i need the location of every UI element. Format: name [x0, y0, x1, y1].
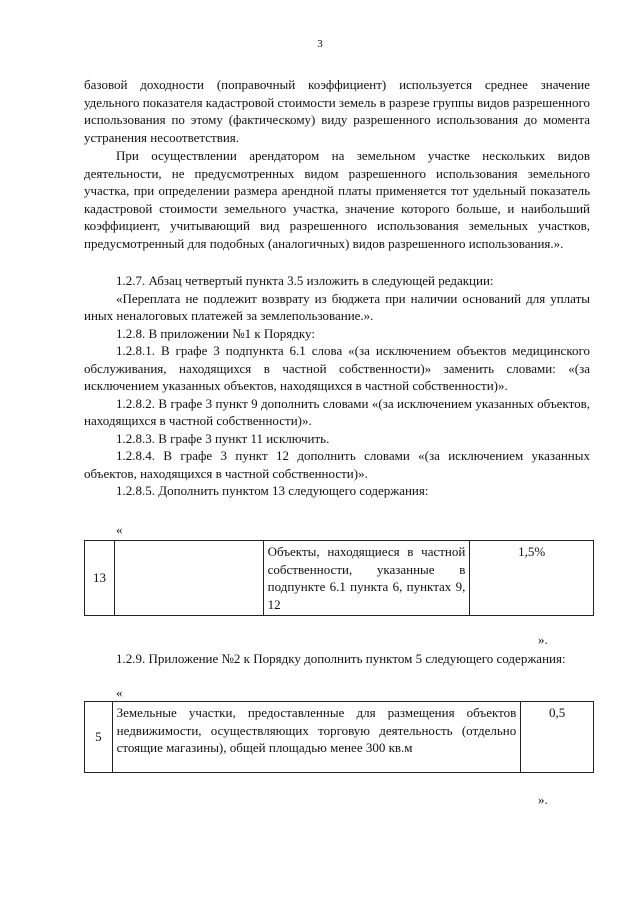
close-quote: ».	[538, 632, 548, 647]
paragraph-block	[84, 272, 590, 500]
row-number: 5	[85, 702, 113, 773]
open-quote: «	[116, 685, 123, 700]
row-description: Объекты, находящиеся в частной собственности, указанные в подпункте 6.1 пункта 6, пунктах 9, 12	[263, 541, 470, 616]
open-quote: «	[116, 522, 123, 537]
paragraph: 1.2.7. Абзац четвертый пункта 3.5 изложить в следующей редакции:	[116, 273, 494, 288]
paragraph: При осуществлении арендатором на земельном участке нескольких видов деятельности, не предусмотренных видом разрешенного использования земельного участка, при определении размера арендной платы применяется тот удельный показатель кадастровой стоимости земельного участка, значение которого больше, и наибольший коэффициент, учитывающий вид разрешенного использования земельных участков, предусмотренный для подобных (аналогичных) видов разрешенного использования.».	[84, 148, 590, 251]
row-empty-cell	[115, 541, 264, 616]
row-value: 1,5%	[470, 541, 594, 616]
row-value: 0,5	[521, 702, 594, 773]
paragraph: 1.2.8.2. В графе 3 пункт 9 дополнить словами «(за исключением указанных объектов, находящихся в частной собственности)».	[84, 395, 590, 428]
row-number: 13	[85, 541, 115, 616]
paragraph-continuation	[84, 76, 590, 146]
page-number: 3	[317, 38, 323, 50]
row-description: Земельные участки, предоставленные для размещения объектов недвижимости, осуществляющих торговую деятельность (отдельно стоящие магазины), общей площадью менее 300 кв.м	[112, 702, 521, 773]
paragraph: 1.2.8.1. В графе 3 подпункта 6.1 слова «(за исключением объектов медицинского обслуживания, находящихся в частной собственности)» заменить словами: «(за исключением указанных объектов, находящихся в частной собственности)».	[84, 343, 590, 393]
appendix2-table	[84, 701, 594, 773]
table-row	[85, 541, 594, 616]
paragraph-block	[84, 650, 590, 668]
close-quote: ».	[538, 792, 548, 807]
paragraph: 1.2.8.4. В графе 3 пункт 12 дополнить словами «(за исключением указанных объектов, находящихся в частной собственности)».	[84, 448, 590, 481]
paragraph-block	[84, 147, 590, 252]
paragraph: 1.2.9. Приложение №2 к Порядку дополнить пунктом 5 следующего содержания:	[116, 651, 566, 666]
paragraph: 1.2.8. В приложении №1 к Порядку:	[116, 325, 315, 341]
table-row	[85, 702, 594, 773]
paragraph: базовой доходности (поправочный коэффициент) используется среднее значение удельного показателя кадастровой стоимости земель в разрезе группы видов разрешенного использования по этому (фактическому) виду разрешенного использования до момента устранения несоответствия.	[84, 77, 590, 145]
paragraph: 1.2.8.5. Дополнить пунктом 13 следующего содержания:	[116, 483, 429, 498]
paragraph: «Переплата не подлежит возврату из бюджета при наличии оснований для уплаты иных неналоговых платежей за землепользование.».	[84, 290, 590, 323]
appendix1-table	[84, 540, 594, 616]
paragraph: 1.2.8.3. В графе 3 пункт 11 исключить.	[116, 430, 330, 446]
